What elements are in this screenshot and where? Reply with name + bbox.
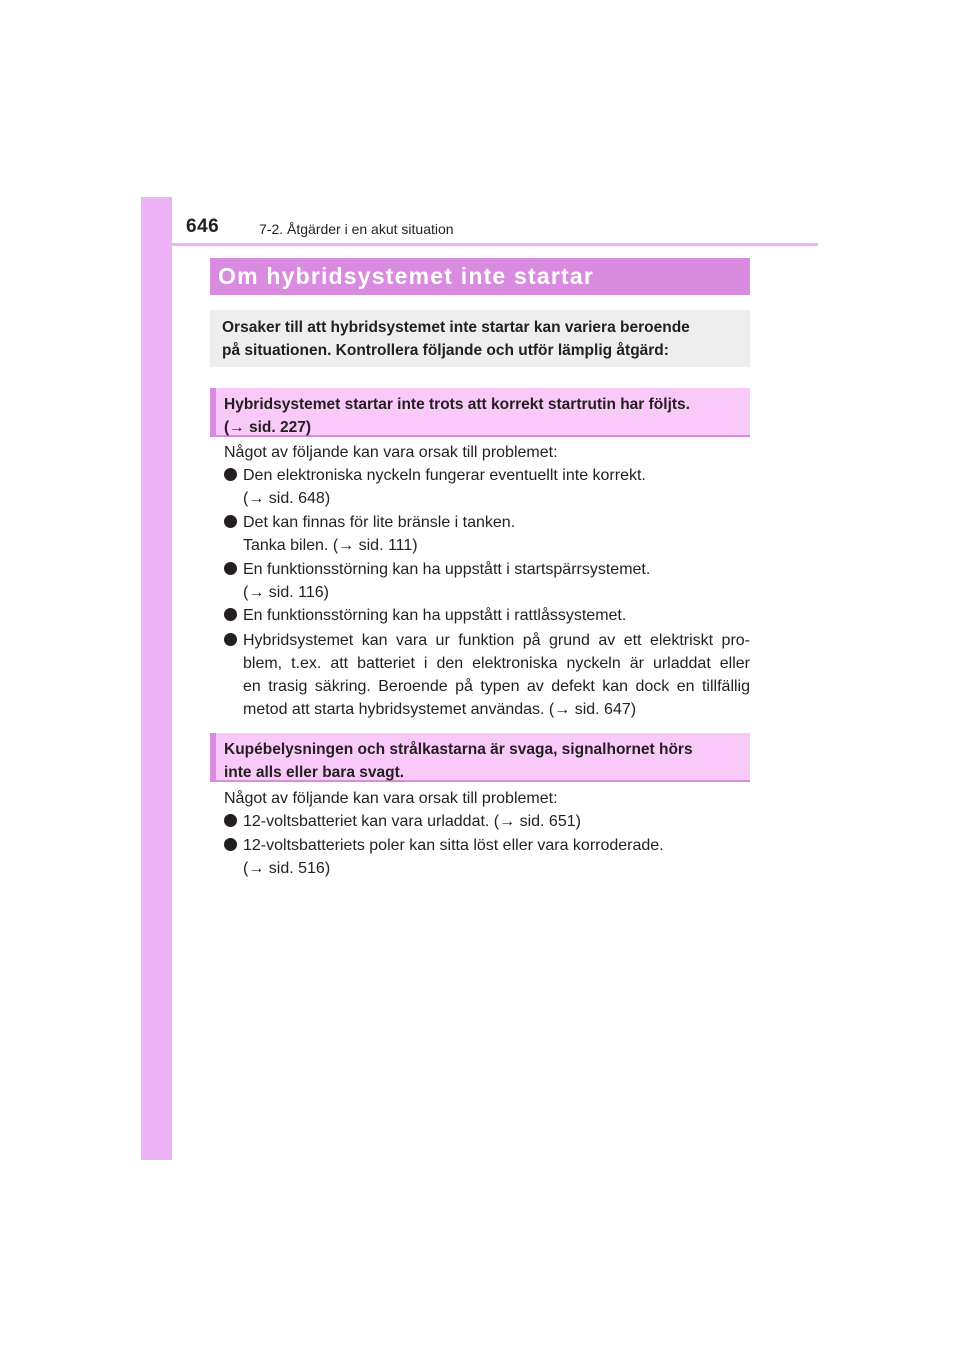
section2-bullet-2 (224, 834, 750, 880)
section2-lead-text: Något av följande kan vara orsak till problemet: (224, 790, 558, 807)
section1-lead-text: Något av följande kan vara orsak till problemet: (224, 444, 558, 461)
section-label: 7-2. Åtgärder i en akut situation (259, 221, 454, 237)
header-rule (141, 243, 818, 246)
page-title-bar (210, 258, 750, 295)
bullet-text-line: Det kan finnas för lite bränsle i tanken. (243, 514, 516, 531)
section1-bullet-3 (224, 558, 750, 604)
bullet-text-line: 12-voltsbatteriets poler kan sitta löst eller vara korroderade. (243, 837, 664, 854)
intro-line-1: Orsaker till att hybridsystemet inte startar kan variera beroende (222, 319, 690, 336)
bullet-text-line: metod att starta hybridsystemet användas. (→ sid. 647) (243, 701, 637, 718)
bullet-ref-link[interactable]: (→ sid. 116) (243, 584, 329, 601)
section2-heading (210, 733, 750, 782)
section1-bullet-5 (224, 629, 750, 721)
bullet-text-line: En funktionsstörning kan ha uppstått i startspärrsystemet. (243, 561, 651, 578)
bullet-text-line: en trasig säkring. Beroende på typen av defekt kan dock en tillfällig (243, 678, 750, 695)
bullet-text-line: Hybridsystemet kan vara ur funktion på grund av ett elektriskt pro- (243, 632, 750, 649)
intro-line-2: på situationen. Kontrollera följande och utför lämplig åtgärd: (222, 342, 669, 359)
bullet-dot-icon (224, 562, 237, 575)
bullet-ref-link[interactable]: (→ sid. 648) (243, 490, 331, 507)
section2-bullet-1 (224, 810, 750, 833)
intro-box (210, 310, 750, 367)
bullet-dot-icon (224, 468, 237, 481)
section1-heading-line-2: (→ sid. 227) (224, 419, 311, 436)
section2-heading-line-1: Kupébelysningen och strålkastarna är svaga, signalhornet hörs (224, 741, 693, 758)
page-title: Om hybridsystemet inte startar (218, 263, 595, 289)
section1-bullet-1 (224, 464, 750, 510)
bullet-text-line: Den elektroniska nyckeln fungerar eventuellt inte korrekt. (243, 467, 646, 484)
bullet-dot-icon (224, 633, 237, 646)
section2-heading-line-2: inte alls eller bara svagt. (224, 764, 405, 781)
bullet-dot-icon (224, 608, 237, 621)
bullet-dot-icon (224, 814, 237, 827)
section2-lead (224, 787, 750, 810)
bullet-ref-link[interactable]: Tanka bilen. (→ sid. 111) (243, 537, 418, 554)
bullet-ref-link[interactable]: (→ sid. 516) (243, 860, 331, 877)
section1-bullet-4 (224, 604, 750, 627)
section1-heading (210, 388, 750, 437)
bullet-text-line: 12-voltsbatteriet kan vara urladdat. (→ sid. 651) (243, 813, 581, 830)
bullet-dot-icon (224, 838, 237, 851)
bullet-dot-icon (224, 515, 237, 528)
bullet-text-line: blem, t.ex. att batteriet i den elektroniska nyckeln är urladdat eller (243, 655, 750, 672)
section1-bullet-2 (224, 511, 750, 557)
bullet-text-line: En funktionsstörning kan ha uppstått i rattlåssystemet. (243, 607, 627, 624)
section1-heading-line-1: Hybridsystemet startar inte trots att korrekt startrutin har följts. (224, 396, 690, 413)
chapter-tab-strip (141, 197, 172, 1160)
page-number: 646 (186, 216, 220, 237)
section1-lead (224, 441, 750, 464)
